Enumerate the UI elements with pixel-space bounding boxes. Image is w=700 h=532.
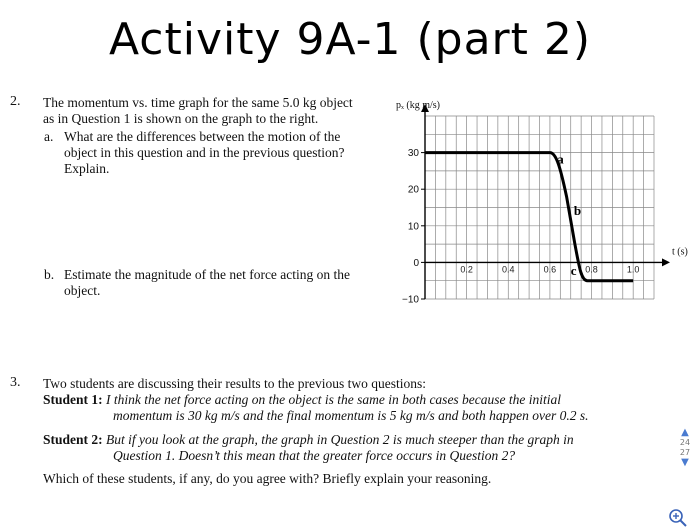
student-2-statement	[43, 432, 673, 464]
question-2b-line-2: object.	[64, 283, 101, 298]
page-number-top: 24	[679, 438, 691, 447]
question-2-number: 2.	[10, 94, 21, 109]
question-2a-line-3: Explain.	[64, 161, 110, 176]
page-number-bottom: 27	[679, 448, 691, 457]
question-3-intro: Two students are discussing their results to the previous two questions:	[43, 376, 427, 391]
x-tick-label: 0.8	[585, 264, 598, 275]
question-2b-label: b.	[44, 267, 55, 282]
student-2-label: Student 2:	[43, 432, 103, 447]
y-tick-label: 0	[413, 257, 419, 269]
student-1-statement	[43, 392, 673, 424]
zoom-in-icon[interactable]	[668, 508, 688, 528]
page-up-icon[interactable]: ▲	[681, 427, 689, 438]
student-1-line-2: momentum is 30 kg m/s and the final momentum is 5 kg m/s and both happen over 0.2 s.	[113, 408, 589, 423]
annotation-a: a	[557, 151, 564, 167]
student-1-line-1: I think the net force acting on the object is the same in both cases because the initial	[106, 392, 562, 407]
annotation-b: b	[573, 202, 582, 218]
x-tick-label: 0.6	[543, 264, 557, 275]
x-tick-label: 0.2	[460, 264, 473, 275]
y-axis-label: pₓ (kg m/s)	[396, 100, 441, 111]
graph-grid	[425, 116, 654, 299]
question-2-line-1: The momentum vs. time graph for the same 5.0 kg object	[43, 95, 353, 110]
y-tick-label: −10	[402, 294, 419, 306]
page-down-icon[interactable]: ▼	[681, 457, 689, 468]
momentum-time-graph	[392, 96, 697, 311]
y-tick-label: 10	[407, 221, 419, 233]
x-axis-label: t (s)	[672, 246, 688, 258]
annotation-c: c	[570, 263, 577, 279]
student-1-label: Student 1:	[43, 392, 103, 407]
y-tick-label: 30	[407, 148, 419, 160]
page-title: Activity 9A-1 (part 2)	[108, 14, 592, 65]
question-3-number: 3.	[10, 375, 21, 390]
student-2-line-1: But if you look at the graph, the graph in Question 2 is much steeper than the graph in	[106, 432, 574, 447]
x-tick-label: 0.4	[502, 264, 515, 275]
question-3-closing: Which of these students, if any, do you agree with? Briefly explain your reasoning.	[43, 471, 492, 486]
x-axis-arrow	[662, 258, 670, 266]
x-tick-label: 1.0	[626, 264, 640, 275]
question-2a-line-2: object in this question and in the previous question?	[64, 145, 345, 160]
question-2a	[44, 129, 345, 177]
student-2-line-2: Question 1. Doesn’t this mean that the greater force occurs in Question 2?	[113, 448, 516, 463]
page-navigator[interactable]	[678, 428, 692, 468]
question-2b	[44, 267, 351, 299]
question-2-line-2: as in Question 1 is shown on the graph to the right.	[43, 111, 319, 126]
question-2b-line-1: Estimate the magnitude of the net force acting on the	[64, 267, 351, 282]
y-tick-label: 20	[407, 184, 419, 196]
question-2a-label: a.	[44, 129, 54, 144]
question-2a-line-1: What are the differences between the motion of the	[64, 129, 341, 144]
